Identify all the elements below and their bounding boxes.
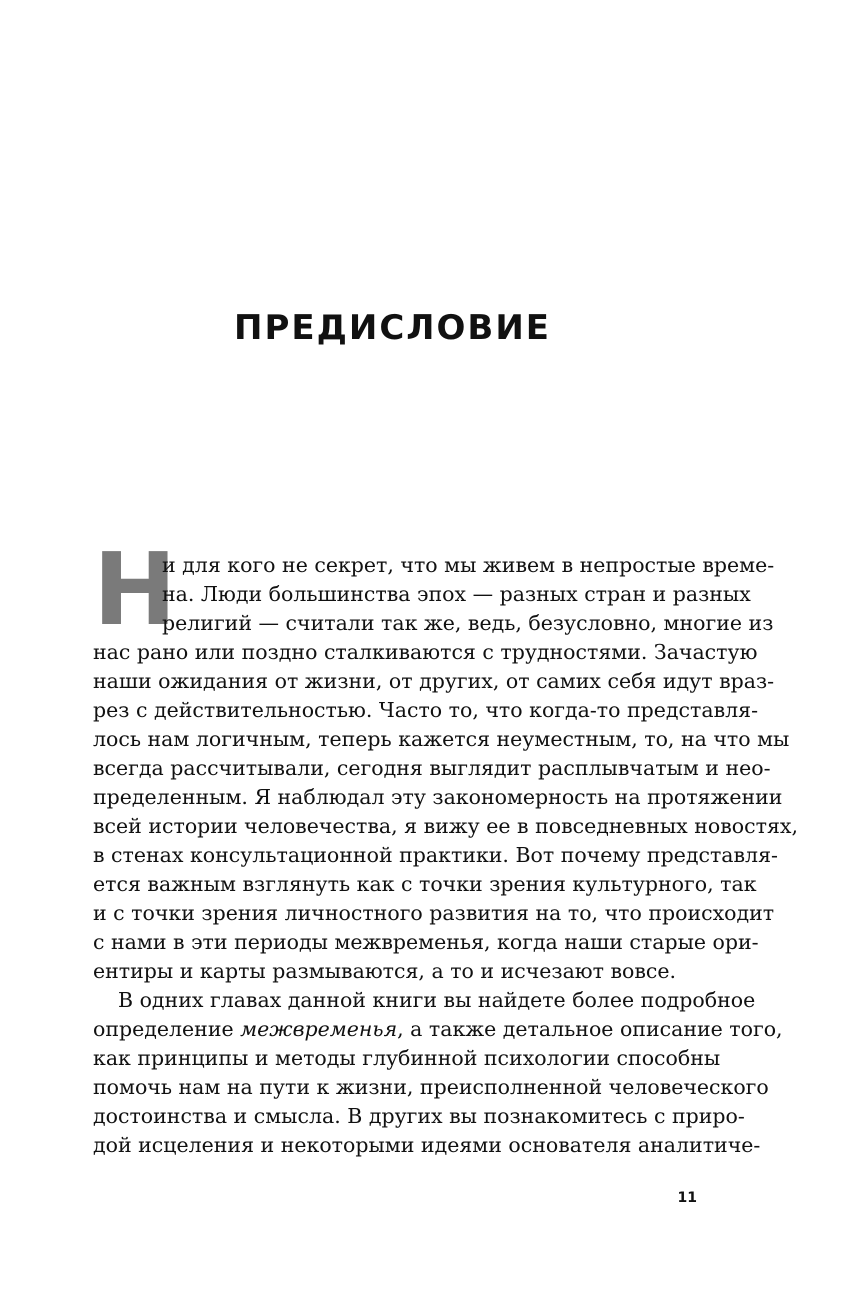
body-text-line: и для кого не секрет, что мы живем в непростые време- [162,553,775,577]
body-text-line: в стенах консультационной практики. Вот почему представля- [93,843,778,867]
body-text-line: наши ожидания от жизни, от других, от самих себя идут враз- [93,669,775,693]
body-text-line: ется важным взглянуть как с точки зрения культурного, так [93,872,757,896]
body-text-line: всей истории человечества, я вижу ее в повседневных новостях, [93,814,798,838]
page-number: 11 [677,1190,697,1206]
text-segment: определение [93,1017,241,1041]
body-text-line: помочь нам на пути к жизни, преисполненной человеческого [93,1075,769,1099]
body-text-line: лось нам логичным, теперь кажется неуместным, то, на что мы [93,727,790,751]
body-text-line: достоинства и смысла. В других вы познакомитесь с приро- [93,1104,745,1128]
body-text-line: и с точки зрения личностного развития на то, что происходит [93,901,775,925]
body-text-line: как принципы и методы глубинной психологии способны [93,1046,721,1070]
body-text-line [93,1014,783,1044]
body-text-line: пределенным. Я наблюдал эту закономерность на протяжении [93,785,783,809]
body-text-line: с нами в эти периоды межвременья, когда наши старые ори- [93,930,759,954]
drop-cap: Н [93,531,177,648]
body-text-line: религий — считали так же, ведь, безусловно, многие из [162,611,774,635]
text-segment: , а также детальное описание того, [397,1017,783,1041]
body-text-line: В одних главах данной книги вы найдете более подробное [118,988,756,1012]
body-text-line: рез с действительностью. Часто то, что когда-то представля- [93,698,759,722]
emphasized-term: межвременья [240,1017,398,1041]
body-text-line: дой исцеления и некоторыми идеями основателя аналитиче- [93,1133,761,1157]
body-text-line: ентиры и карты размываются, а то и исчезают вовсе. [93,959,677,983]
body-text-line: на. Люди большинства эпох — разных стран и разных [162,582,751,606]
body-text-line: всегда рассчитывали, сегодня выглядит расплывчатым и нео- [93,756,771,780]
chapter-title: ПРЕДИСЛОВИЕ [233,308,552,348]
body-text-line: нас рано или поздно сталкиваются с трудностями. Зачастую [93,640,758,664]
